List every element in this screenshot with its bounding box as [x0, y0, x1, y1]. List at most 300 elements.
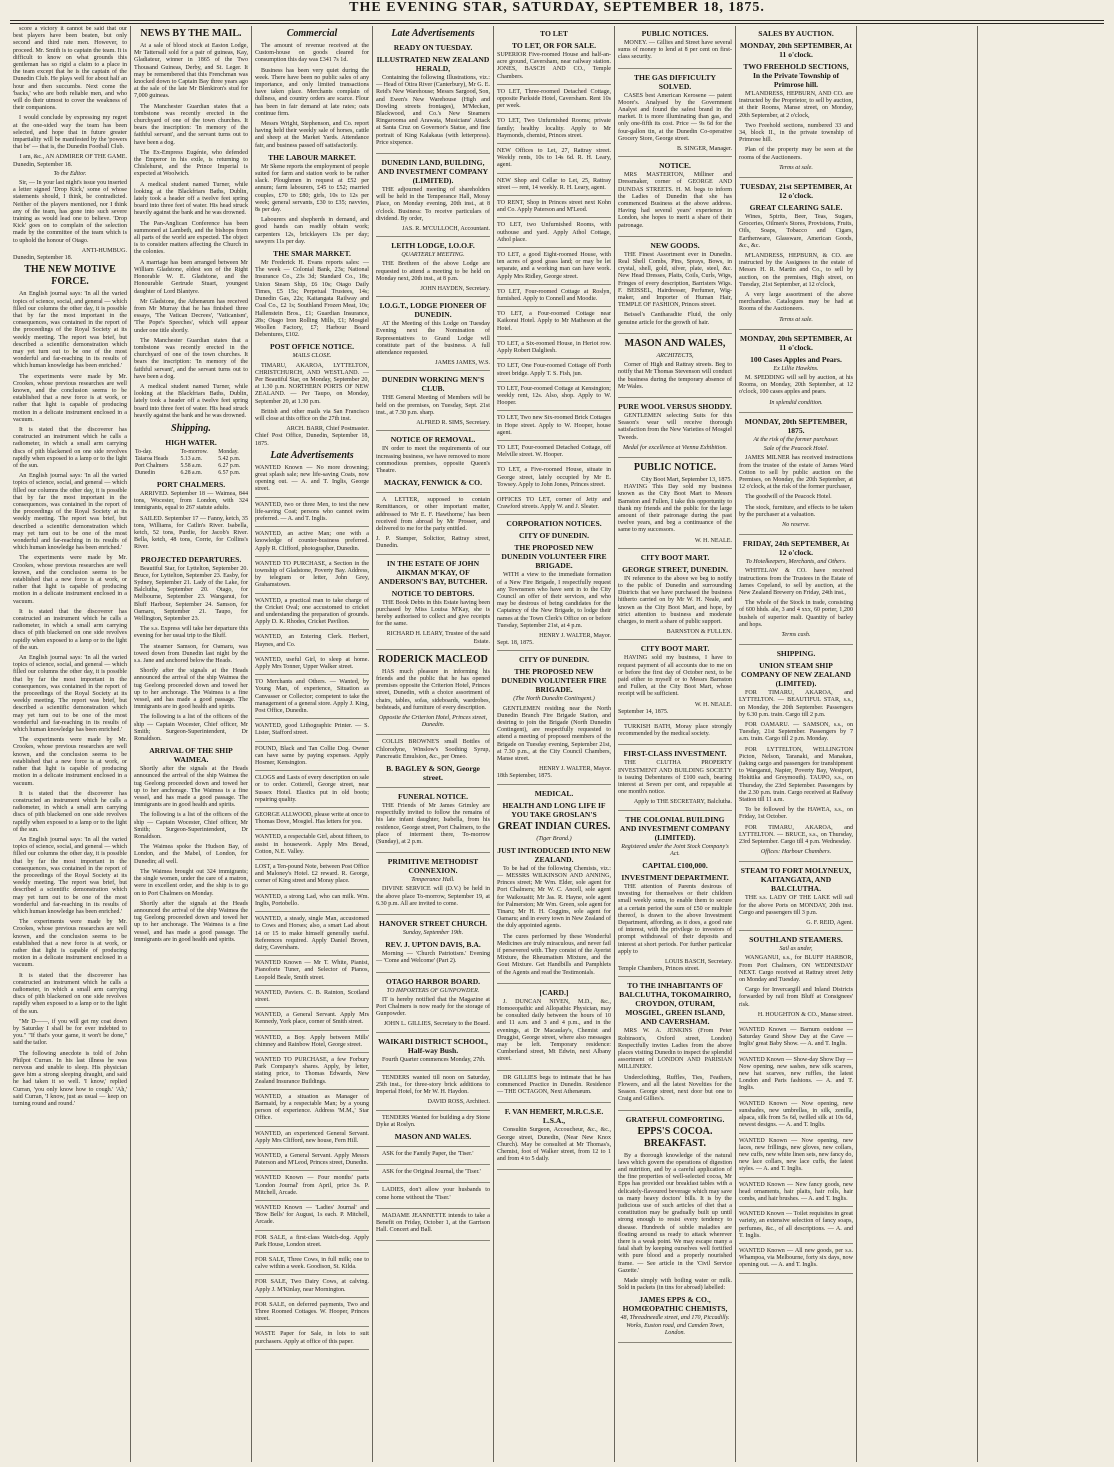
article-paragraph: An English journal says: 'In all the varied topics of science, social, and general — which filled our columns the other day, it is possible that by far the most important in the consequences, was contained in the report of the proceedings of the Royal Society at its weekly meeting. The report was brief, but described a scientific demonstration which may yet turn out to be one of the most wonderful and far-reaching in its results of which human knowledge has been enriched.' [13, 291, 127, 370]
ad-body: FOR TIMARU, AKAROA, and LYTTELTON. — BRUCE, s.s., on Thursday, 23rd September. Cargo till 4 p.m. Wednesday. [739, 824, 853, 846]
high-water-heading: HIGH WATER. [165, 437, 217, 447]
inglis-ad: WANTED Known — Toilet requisites in great variety, an extensive selection of fancy soaps, perfumes, &c., of all descriptions. — A. and T. Inglis. [739, 1211, 853, 1244]
ad-title: DUNEDIN LAND, BUILDING, AND INVESTMENT COMPANY (LIMITED). [377, 158, 489, 186]
advertisement [739, 417, 853, 535]
ad-subtitle: TO IMPORTERS OF GUNPOWDER. [386, 987, 480, 994]
advertisement [618, 644, 732, 720]
waimea-heading: ARRIVAL OF THE SHIP WAIMEA. [149, 746, 233, 765]
ad-body: WITH a view to the immediate formation of a New Fire Brigade, I respectfully request any Townsmen who have sent in to the City Council an offer of their services, and who may be desirous of being candidates for the Captaincy of the New Brigade, to lodge their names at the Town Clerk's Office on or before Tuesday, September 21st, at 4 p.m. [497, 572, 611, 629]
ad-title: THE PROPOSED NEW DUNEDIN VOLUNTEER FIRE BRIGADE. [501, 543, 607, 571]
ad-body: WHITELAW & CO. have received instructions from the Trustees in the Estate of James Copeland, to sell by auction, at the New Zealand Brewery on Friday, 24th inst., [739, 568, 853, 596]
ad-title: DUNEDIN WORKING MEN'S CLUB. [381, 375, 485, 394]
medical-heading: MEDICAL. [534, 788, 574, 798]
inglis-ads-list [739, 1027, 853, 1273]
ad-body: M. SPEDDING will sell by auction, at his Rooms, on Monday, 20th September, at 12 o'clock, 100 cases apples and pears. [739, 375, 853, 396]
advertisement: WANTED Known — 'Ladies' Journal' and 'Bow Bells' for August, 1s each. P. Mitchell, Arcade. [255, 1205, 369, 1231]
hw-time: 5.13 a.m. [180, 455, 203, 462]
ad-signature: B. BAGLEY & SON, George street. [386, 763, 480, 782]
advertisement: WANTED, a respectable Girl, about fifteen, to assist in housework. Apply Mrs Bread, Cotton, N.E. Valley. [255, 834, 369, 860]
news-heading: NEWS BY THE MAIL. [140, 28, 242, 39]
ad-signature: ALFRED R. SIMS, Secretary. [416, 420, 490, 427]
shipping-heading: Shipping. [171, 422, 211, 434]
sailed-paragraph: SAILED. September 17 — Fanny, ketch, 35 tons, Williams, for Catlin's River. Isabella, ketch, 52 tons, Purdie, for Jacob's River. Bella, ketch, 48 tons, Corrie, for Collins's River. [134, 515, 248, 551]
ad-date: MONDAY, 20th SEPTEMBER, 1875. [744, 416, 848, 435]
advertisement [376, 857, 490, 915]
ad-title: LEITH LODGE, I.O.O.F. [391, 241, 475, 251]
advertisement [739, 182, 853, 330]
column-5 [494, 26, 615, 1462]
late-ads-heading: Late Advertisements [270, 449, 354, 461]
ad-body: DIVINE SERVICE will (D.V.) be held in the above place To-morrow, September 19, at 6.30 p.m. All are invited to come. [376, 886, 490, 907]
to-let-ad: TO RENT, Shop in Princes street next Kohn and Co. Apply Paterson and M'Leod. [497, 200, 611, 218]
advertisement [376, 1151, 490, 1165]
ad-signature: MACKAY, FENWICK & CO. [384, 478, 482, 488]
ad-body: THE Finest Assortment ever in Dunedin. Real Shell Combs, Pins, Sprays, Bows, in crystal, shell, gold, silver, plate, steel, &c. New Head Dresses, Plaits, Coils, Curls, Wigs, Fringes of every description, Barristers Wigs. F. BEISSEL, Hairdresser, Perfumer, Wig-maker, and Importer of Human Hair, TEMPLE OF FASHION, Princes street. [618, 251, 732, 309]
news-paragraph: The Manchester Guardian states that a tombstone was recently erected in the churchyard of one of the town churches. It bears the inscription: 'In memory of the faithful servant', and the servant turns out to have been a dog. [134, 103, 248, 146]
ad-title: THE PROPOSED NEW DUNEDIN VOLUNTEER FIRE BRIGADE. [501, 667, 607, 695]
ad-body: MADAME JEANNETTE intends to take a Benefit on Friday, October 1, at the Garrison Hall. Concert and Ball. [376, 1212, 490, 1234]
ad-signature: HENRY J. WALTER, Mayor. [539, 632, 611, 639]
ad-body: HAVING This Day sold my business known as the City Boot Mart to Messrs Barnston and Fullen, I take this opportunity to thank my friends and the public for the large amount of their patronage during the past twelve years, and beg a continuance of the same to my successors. [618, 484, 732, 534]
advertisement [618, 241, 732, 334]
ad-subtitle: Medal for excellence at Vienna Exhibition. [622, 444, 728, 451]
article-paragraph: An English journal says: 'In all the varied topics of science, social, and general — which filled our columns the other day, it is possible that by far the most important in the consequences, was contained in the report of the proceedings of the Royal Society at its weekly meeting. The report was brief, but described a scientific demonstration which may yet turn out to be one of the most wonderful and far-reaching in its results of which human knowledge has been enriched.' [13, 473, 127, 552]
hw-day: To-day. [135, 448, 153, 455]
advertisement [618, 402, 732, 458]
hw-time: 6.57 p.m. [218, 469, 241, 476]
article-paragraph: An English journal says: 'In all the varied topics of science, social, and general — which filled our columns the other day, it is possible that by far the most important in the consequences, was contained in the report of the proceedings of the Royal Society at its weekly meeting. The report was brief, but described a scientific demonstration which may yet turn out to be one of the most wonderful and far-reaching in its results of which human knowledge has been enriched.' [13, 655, 127, 734]
ad-body: Cargo for Invercargill and Inland Districts forwarded by rail from Bluff at Consignees' risk. [739, 987, 853, 1008]
article-heading: THE NEW MOTIVE FORCE. [24, 264, 116, 288]
to-let-ad: OFFICES TO LET, corner of Jetty and Crawford streets. Apply W. and J. Sleater. [497, 497, 611, 515]
ad-body: THE General Meeting of Members will be held on the premises, on Tuesday, Sept. 21st inst., at 7.30 p.m. sharp. [376, 395, 490, 416]
ad-terms: Terms cash. [781, 631, 811, 638]
post-office-heading: POST OFFICE NOTICE. [269, 342, 355, 352]
advertisement: LOST, a Ten-pound Note, between Post Office and Maloney's Hotel. £2 reward. R. George, corner of King street and Moray place. [255, 864, 369, 890]
advertisement [618, 161, 732, 237]
ad-subtitle: (Tiger Brand.) [536, 835, 572, 842]
ad-subtitle: Registered under the Joint Stock Company's Act. [621, 843, 729, 857]
port-heading: PORT CHALMERS. [156, 479, 226, 489]
masthead: THE EVENING STAR, SATURDAY, SEPTEMBER 18, 1875. [349, 0, 765, 15]
waimea-paragraph: The Waimea brought out 324 immigrants; the single women, under the care of a matron, were in excellent order, and the ship is to go on to Port Chalmers on Monday. [134, 868, 248, 897]
to-let-ad: TO LET, a Five-roomed House, situate in George street, lately occupied by Mr E. Towsey. Apply to John Jones, Princes street. [497, 467, 611, 493]
ad-title: PUBLIC NOTICE. [633, 461, 717, 473]
arrived-paragraph: ARRIVED. September 18 — Waimea, 844 tons, Wocester, from London, with 324 immigrants, equal to 267 statute adults. [134, 490, 248, 512]
advertisement [376, 1187, 490, 1208]
inglis-ad: WANTED Known — Show-day Show Day — Now opening, new sashes, new silk scarves, new hat scarves, new ruffles, the latest London and Paris fashions. — A. and T. Inglis. [739, 1057, 853, 1097]
ad-signature: W. H. NEALE. [694, 537, 732, 544]
ad-date: FRIDAY, 24th SEPTEMBER, At 12 o'clock. [742, 539, 850, 558]
advertisement [376, 792, 490, 853]
ad-subtitle: INVESTMENT DEPARTMENT. [621, 873, 729, 883]
advertisement: WANTED, an experienced General Servant. Apply Mrs Clifford, new house, Fern Hill. [255, 1131, 369, 1149]
ad-body: Wines, Spirits, Beer, Teas, Sugars, Groceries, Oilmen's Stores, Provisions, Fruits, Oils, Soaps, Tobacco and Cigars, Earthenware, Glassware, American Goods, &c., &c. [739, 214, 853, 249]
late-ads-list [255, 465, 369, 1350]
shipping-paragraph: The following is a list of the officers of the ship — Captain Wocester, Chief officer, Mr Smith; Surgeon-Superintendent, Dr Ronaldson. [134, 714, 248, 743]
column-6 [615, 26, 736, 1462]
ready-heading: READY ON TUESDAY. [393, 43, 473, 52]
advertisement: WANTED, a steady, single Man, accustomed to Cows and Horses; also, a smart Lad about 14 or 15 to make himself generally useful. References required. Apply Daniel Brown, dairy, Caversham. [255, 916, 369, 956]
advertisement [376, 1213, 490, 1242]
advertisement [497, 1075, 611, 1104]
hw-time: 6.28 a.m. [180, 469, 203, 476]
to-let-ad: TO LET, Three-roomed Detached Cottage, opposite Parkside Hotel, Caversham. Rent 10s per week. [497, 89, 611, 115]
ad-body: The goodwill of the Peacock Hotel. [745, 494, 832, 501]
ad-title: EPPS'S COCOA. BREAKFAST. [637, 1125, 713, 1149]
ad-body: By a thorough knowledge of the natural laws which govern the operations of digestion and nutrition, and by a careful application of the fine properties of well-selected cocoa, Mr Epps has provided our breakfast tables with a delicately-flavoured beverage which may save us many heavy doctors' bills. It is by the judicious use of such articles of diet that a constitution may be gradually built up until strong enough to resist every tendency to disease. Hundreds of subtle maladies are floating around us ready to attack wherever there is a weak point. We may escape many a fatal shaft by keeping ourselves well fortified with pure blood and a properly nourished frame. — See article in the 'Civil Service Gazette.' [618, 1152, 732, 1274]
ad-body: HAS much pleasure in informing his friends and the public that he has opened premises opposite the Criterion Hotel, Princes street, Dunedin, with a choice assortment of chairs, tables, sofas, sideboards, wardrobes, bedsteads, and furniture of every description. [376, 668, 490, 711]
ad-body: TENDERS Wanted for building a dry Stone Dyke at Roslyn. [376, 1114, 490, 1128]
ad-body: Fourth Quarter commences Monday, 27th. [382, 1056, 486, 1063]
ad-body: To be followed by the HAWEA, s.s., on Friday, 1st October. [739, 807, 853, 821]
column-2 [131, 26, 252, 1462]
ad-body: ASK for the Family Paper, the 'Tiser.' [382, 1151, 474, 1158]
column-8 [857, 26, 978, 1462]
ad-signature: JAMES EPPS & CO., HOMŒOPATHIC CHEMISTS, [622, 1295, 728, 1314]
advertisement [739, 41, 853, 178]
advertisement [618, 815, 732, 978]
advertisement [376, 977, 490, 1033]
article-paragraph: An English journal says: 'In all the varied topics of science, social, and general — which filled our columns the other day, it is possible that by far the most important in the consequences, was contained in the report of the proceedings of the Royal Society at its weekly meeting. The report was brief, but described a scientific demonstration which may yet turn out to be one of the most wonderful and far-reaching in its results of which human knowledge has been enriched.' [13, 836, 127, 915]
ad-subtitle: CAPITAL £100,000. [642, 861, 708, 871]
news-paragraph: A medical student named Turner, while looking at the Blackfriars Baths, Dublin, lately took a header off a twelve feet spring board into three feet of water. His head struck heavily against the bank and he was drowned. [134, 383, 248, 419]
advertisement [376, 1115, 490, 1147]
ad-body: TENDERS wanted till noon on Saturday, 25th inst., for three-story brick additions to Imperial Hotel, for Mr W. H. Haydon. [376, 1074, 490, 1096]
ad-body: MRS MASTERTON, Milliner and Dressmaker, corner of GEORGE AND DUNDAS STREETS. H. M. begs to inform the Ladies of Dunedin that she has commenced Business at the above address. Having had several years' experience in London, she hopes to merit a share of their patronage. [618, 172, 732, 229]
ad-body: THE adjourned meeting of shareholders will be held in the Temperance Hall, Moray Place, on Monday evening, 20th inst., at 8 o'clock. Business: To receive particulars of dividend. By order, [376, 187, 490, 222]
ad-body: Morning — 'Church Patriotism.' Evening — 'Come and Welcome' (Part 2). [376, 951, 490, 965]
ad-body: Plan of the property may be seen at the rooms of the Auctioneers. [739, 147, 853, 161]
post-signature-2: Chief Post Office, Dunedin, September 18, 1875. [255, 433, 369, 447]
advertisement: WANTED, an Entering Clerk. Herbert, Haynes, and Co. [255, 634, 369, 652]
news-paragraph: At a sale of blood stock at Easton Lodge, Mr Tattersall sold for a pair of guineas, Kay, Gladiateur, winner in 1865 of the Two Thousand Guineas, Derby, and St. Leger. It may be remembered that this Frenchman was knocked down to Captain Bay three years ago at the sale of the late Mr Blenkiron's stud for 7,000 guineas. [134, 43, 248, 100]
article-paragraph: It is stated that the discoverer has constructed an instrument which he calls a radiometer, in which a small arm carrying discs of pith blackened on one side revolves rapidly when exposed to a lamp or to the light of the sun. [13, 426, 127, 469]
ad-title: FIRST-CLASS INVESTMENT. [623, 749, 727, 759]
advertisement [497, 531, 611, 651]
waimea-paragraph: The following is a list of the officers of the ship — Captain Wocester, Chief officer, Mr Smith; Surgeon-Superintendent, Dr Ronaldson. [134, 812, 248, 841]
to-let-ad: TO LET, Two new Six-roomed Brick Cottages in Hope street. Apply to W. Hooper, house agent. [497, 415, 611, 441]
ad-body: A very large assortment of the above merchandise. Catalogues may be had at Rooms of the Auctioneers. [739, 292, 853, 313]
share-market-heading: THE SMAR MARKET. [273, 249, 351, 259]
ad-subtitle: At the risk of the former purchaser. [753, 436, 839, 443]
ad-body: Two Freehold sections, numbered 33 and 34, block II., in the private township of Primrose hill. [739, 122, 853, 144]
advertisement [739, 661, 853, 862]
ad-body: The stock, furniture, and effects to be taken by the purchaser at a valuation. [739, 504, 853, 518]
ad-subtitle: GEORGE STREET, DUNEDIN. [622, 564, 728, 574]
ad-body: THE s.s. LADY OF THE LAKE will sail for the above Ports on MONDAY, 20th inst. Cargo and passengers till 3 p.m. [739, 895, 853, 916]
to-let-ad: TO LET, One Four-roomed Cottage off Forth street bridge. Apply T. S. Fish, jun. [497, 363, 611, 381]
post-signature: ARCH. BARR, Chief Postmaster. [286, 426, 369, 433]
ad-body: A LETTER, supposed to contain Remittances, or other important matter, addressed to 'Mr E. F. Hawthorne,' has been received from abroad by Mr Prosser, and delivered to me for the party entitled. [376, 497, 490, 532]
ad-terms: In splendid condition. [769, 399, 823, 406]
advertisement [739, 334, 853, 413]
advertisement: CLOGS and Lasts of every description on sale or to order. Cotterell, George street, near Sussex Hotel. Elastics put in old boots; repairing quality. [255, 775, 369, 808]
letter-date: Dunedin, September 18. [13, 255, 73, 262]
advertisement: FOR SALE, Three Cows, in full milk; one to calve within a week. Goodison, St. Kilda. [255, 1257, 369, 1275]
ad-signature: JOHN HAYDEN, Secretary. [420, 286, 490, 293]
news-paragraph: The Manchester Guardian states that a tombstone was recently erected in the churchyard of one of the town churches. It bears the inscription: 'In memory of the faithful servant', and the servant turns out to have been a dog. [134, 337, 248, 380]
post-paragraph: TIMARU, AKAROA, LYTTELTON, CHRISTCHURCH, AND WESTLAND. — Per Beautiful Star, on Monday, September 20, at 1.30 p.m. NORTHERN PORTS OF NEW ZEALAND. — Per Taupo, on Monday, September 20, at 1.30 p.m. [255, 362, 369, 405]
labour-market-heading: THE LABOUR MARKET. [268, 152, 356, 162]
to-let-subheading: TO LET, OR FOR SALE. [511, 41, 597, 50]
advertisement: FOR SALE, on deferred payments, Two and Three Roomed Cottages. W. Hooper, Princes street. [255, 1302, 369, 1328]
ad-title: SOUTHLAND STEAMERS. [749, 935, 843, 945]
advertisement: WASTE Paper for Sale, in lots to suit purchasers. Apply at office of this paper. [255, 1331, 369, 1349]
ad-title: MASON AND WALES, [624, 337, 726, 349]
labour-paragraph: Mr Skene reports the employment of people suited for farm and station work to be rather slack. Ploughmen in request at £52 per annum; farm labourers, £45 to £52; married couples, £70 to £80; girls, 10s to 12s per week; general servants, £30 to £35; navvies, 8s per day. [255, 163, 369, 214]
ad-subtitle: Sail as under, [779, 946, 813, 953]
ad-signature: JAMES JAMES, W.S. [435, 360, 490, 367]
ad-signature: B. SINGER, Manager. [676, 146, 732, 153]
ad-body: M'LANDRESS, HEPBURN, AND CO. are instructed by the Proprietor, to sell by auction, at their Rooms, Manse street, on Monday, 20th September, at 2 o'clock, [739, 91, 853, 119]
advertisement [376, 1037, 490, 1071]
corporation-heading: CORPORATION NOTICES. [506, 519, 602, 529]
ad-body: THE CLUTHA PROPERTY INVESTMENT AND BUILDING SOCIETY is issuing Debentures of £100 each, bearing interest at Seven per cent, and repayable at one month's notice. [618, 760, 732, 796]
ad-body: M'LANDRESS, HEPBURN, & CO. are instructed by the Assignees in the estate of Messrs H. R. Martin and Co., to sell by auction, on the premises, High street, on Tuesday, 21st September, at 12 o'clock, [739, 253, 853, 288]
news-paragraph: The Ex-Empress Eugénie, who defended the Emperor in his exile, is returning to Chislehurst, and the Prince Imperial is expected at Woolwich. [134, 149, 248, 178]
ad-terms: No reserve. [782, 521, 810, 528]
ad-body: Underclothing, Ruffles, Ties, Feathers, Flowers, and all the latest Novelties for the Season. George street, next door but one to Craig and Gillies's. [618, 1074, 732, 1103]
ad-signature: LOUIS BASCH, Secretary. [665, 959, 732, 966]
advertisement [618, 338, 732, 398]
advertisement: WANTED, a Boy. Apply between Mills' chimney and Rainbow Hotel, George street. [255, 1035, 369, 1053]
advertisement [618, 73, 732, 158]
ad-body: GENTLEMEN selecting Suits for this Season's wear will receive thorough satisfaction from the New Varieties of Mosgiel Tweeds. [618, 412, 732, 441]
column-4 [373, 26, 494, 1462]
ad-title: PRIMITIVE METHODIST CONNEXION. [387, 857, 479, 876]
advertisement: WANTED, a practical man to take charge of the Cricket Oval; one accustomed to cricket and understanding the preparation of grounds. Apply D. K. Rhodes, Cricket Pavilion. [255, 598, 369, 631]
share-paragraph: Mr Frederick H. Evans reports sales: — The week — Colonial Bank, 23s; National Insurance Co., 23s 3d; Standard Co., 18s; Union Steam Ship, £6 10s; Otago Daily Times, £5 15s; Perpetual Trustees, 14s; Dunedin Gas, 22s; Kaitangata Railway and Coal Co., £2 1s; Southland Frozen Meat, 10s; Hallenstein Bros., £1; Guardian Insurance, 28s; Otago Iron Rolling Mills, £1; Mosgiel Woollen Factory, £7; Harbour Board Debentures, £102. [255, 260, 369, 339]
inglis-ad: WANTED Known — Barnum outdone — Saturday Grand Show Day at the Cave — Inglis' great Baby Show. — A. and T. Inglis. [739, 1027, 853, 1053]
letter-paragraph: score a victory it cannot be said that our best players have been beaten, but only second and third rate men. However, to proceed. Mr. Smith is to captain the team. It is difficult to know on what grounds this gentleman has so rigid a claim to a place in the team except that he is the captain of the Dunedin Club. He plays well for about half an hour and then succumbs. Next come the 'backs,' who are both reliable men, and who will do their utmost to cover the weakness of their companions. [13, 26, 127, 112]
advertisement: WANTED Known — Mr T. White, Pianist, Pianoforte Tuner, and Selector of Pianos, Leopold Beale, Smith street. [255, 960, 369, 986]
advertisement: GEORGE ALLWOOD, please write at once to Thomas Dove, Mosgiel. Has letters for you. [255, 812, 369, 830]
ad-title: ILLUSTRATED NEW ZEALAND HERALD, [376, 55, 490, 73]
ad-signature: W. H. NEALE. [694, 701, 732, 708]
ad-title: NEW GOODS. [650, 240, 700, 250]
advertisement [376, 55, 490, 154]
to-let-ad: NEW Shop and Cellar to Let, 25, Rattray street — rent, 14 weekly. R. H. Leary, agent. [497, 178, 611, 196]
ad-body: IT is hereby notified that the Magazine at Port Chalmers is now ready for the storage of Gunpowder. [376, 996, 490, 1018]
ad-title: PURE WOOL VERSUS SHODDY. [618, 401, 732, 411]
article-paragraph: The experiments were made by Mr. Crookes, whose previous researches are well known, and the conclusion seems to be established that a new force is at work, or rather that light is capable of producing motion in a delicate instrument enclosed in a vacuum. [13, 373, 127, 423]
ad-date: City Boot Mart, September 13, 1875. [641, 476, 732, 483]
ad-signature: HENRY J. WALTER, Mayor. [539, 766, 611, 773]
article-paragraph: The experiments were made by Mr. Crookes, whose previous researches are well known, and the conclusion seems to be established that a new force is at work, or rather that light is capable of producing motion in a delicate instrument enclosed in a vacuum. [13, 919, 127, 969]
ad-body: THE Brethren of the above Lodge are requested to attend a meeting to be held on Monday next, 20th inst., at 8 p.m. [376, 261, 490, 282]
commercial-paragraph: The amount of revenue received at the Custom-house on goods cleared for consumption this day was £341 7s 1d. [255, 43, 369, 64]
ad-signature: Apply to THE SECRETARY, Balclutha. [633, 799, 732, 806]
departures-heading: PROJECTED DEPARTURES. [140, 554, 242, 564]
letter-paragraph: Sir, — In your last night's issue you inserted a letter signed 'Drop Kick,' some of whose statements should, I think, be contradicted. Neither of the players mentioned, nor I think any of the team, has gone into such severe training as would lead one to believe. 'Drop Kick' goes on to complain of the selection made by the committee of the team which is to uphold the honour of Otago. [13, 180, 127, 244]
ad-subtitle: ARCHITECTS, [656, 352, 694, 359]
ad-body: AT the Meeting of this Lodge on Tuesday Evening next the Nomination of Representatives to Grand Lodge will constitute part of the business. A full attendance requested. [376, 321, 490, 357]
ad-body: WANGANUI, s.s., for BLUFF HARBOR, From Port Chalmers, ON WEDNESDAY NEXT. Cargo received at Rattray street Jetty on Monday and Tuesday. [739, 955, 853, 984]
advertisement [376, 241, 490, 297]
advertisement [376, 375, 490, 431]
ad-date: September 14, 1875. [618, 708, 669, 715]
newspaper-columns [10, 26, 1104, 1462]
post-paragraph: British and other mails via San Francisco will close at this office on the 27th inst. [255, 408, 369, 422]
ad-title: CITY OF DUNEDIN. [518, 531, 590, 541]
ad-body: MRS W. A. JENKINS (From Peter Robinson's, Oxford street, London) Respectfully invites Ladies from the above places visiting Dunedin to inspect the splendid assortment of LONDON AND PARISIAN MILLINERY. [618, 1028, 732, 1071]
ad-title: STEAM TO FORT MOLYNEUX, KAITANGATA, AND BALCLUTHA. [740, 866, 852, 894]
advertisement: WANTED Known — No more drowning; great splash sale; new life-saving Coats, now opening out. — A. and T. Inglis, George street. [255, 465, 369, 498]
commercial-heading: Commercial [286, 28, 338, 39]
ad-signature: J. P. Stamper, Solicitor, Rattray street, Dunedin. [376, 536, 490, 550]
advertisement: WANTED TO PURCHASE, a Section in the township of Gladstone, Poverty Bay. Address, by telegram or letter, John Grey, Grahamstown. [255, 561, 369, 594]
ad-subtitle: (The North Dunedin Contingent.) [513, 696, 595, 703]
ad-signature: RICHARD H. LEARY, Trustee of the said Estate. [386, 631, 490, 645]
advertisement [497, 655, 611, 784]
article-paragraph: The experiments were made by Mr. Crookes, whose previous researches are well known, and the conclusion seems to be established that a new force is at work, or rather that light is capable of producing motion in a delicate instrument enclosed in a vacuum. [13, 555, 127, 605]
ad-body: HAVING sold my business, I have to request payment of all accounts due to me on or before the first day of October next, to be paid either to myself or to Messrs Barnston and Fullen, at the City Boot Mart, whose receipt will be sufficient. [618, 655, 732, 698]
auction-heading: SALES BY AUCTION. [758, 29, 834, 38]
to-let-ad: TO LET, Four-roomed Detached Cottage, off Melville street. W. Hooper. [497, 445, 611, 463]
advertisement [497, 801, 611, 984]
shipping-paragraph: The steamer Samson, for Oamaru, was towed down from Dunedin last night by the s.s. Jane and anchored below the Heads. [134, 643, 248, 665]
ad-title: OTAGO HARBOR BOARD. [385, 976, 481, 986]
ad-signature: DAVID ROSS, Architect. [427, 1099, 490, 1106]
to-let-list [497, 52, 611, 515]
advertisement [739, 935, 853, 1023]
commercial-paragraph: Business has been very quiet during the week. There have been no public sales of any importance, and only limited transactions have taken place. Merchants complain of dullness, and country orders are scarce. Flour has been in fair demand at late rates; oats continue firm. [255, 67, 369, 117]
ad-body: THE Book Debts in this Estate having been purchased by Miss Louisa M'Kay, she is hereby authorised to collect and give receipts for the same. [376, 599, 490, 628]
ad-date: MONDAY, 20th SEPTEMBER, At 11 o'clock. [740, 333, 852, 352]
letter-signature: I am, &c., AN ADMIRER OF THE GAME. [19, 154, 127, 161]
advertisement [376, 559, 490, 650]
hw-day: To-morrow. [180, 448, 208, 455]
advertisement: FOR SALE, a first-class Watch-dog. Apply Park House, London street. [255, 1235, 369, 1253]
advertisement: WANTED, useful Girl, to sleep at home. Apply Mrs Tonner, Upper Walker street. [255, 657, 369, 675]
ad-title: THE COLONIAL BUILDING AND INVESTMENT COMPANY (LIMITED). [619, 814, 731, 842]
ad-body: IN reference to the above we beg to notify to the public of Dunedin and surrounding Districts that we have purchased the business hitherto carried on by Mr W. H. Neale, and known as the City Boot Mart, and hope, by strict attention to business and moderate charges, to merit a share of public support. [618, 575, 732, 625]
advertisement [618, 40, 732, 69]
advertisement: WANTED, a strong Lad, who can milk. Wm. Inglis, Portobello. [255, 894, 369, 912]
ad-body: The whole of the Stock in trade, consisting of 600 hhds. ale, 3 and 4 xxx, 60 porter, 1,200 bushels of superior malt. Quantity of barley and hops. [739, 600, 853, 628]
advertisement [376, 919, 490, 973]
advertisement: FOR SALE, Two Dairy Cows, at calving. Apply J. M'Kinlay, near Mornington. [255, 1279, 369, 1297]
advertisement: WANTED, a situation as Manager of Barmaid, by a respectable Man; by a young person of experience. Address 'M.M.,' Star Office. [255, 1094, 369, 1127]
ad-subtitle: Temperance Hall. [411, 877, 455, 884]
ad-date: TUESDAY, 21st SEPTEMBER, At 12 o'clock. [740, 182, 852, 201]
masthead-rule [10, 20, 1104, 21]
ad-address: 48, Threadneedle street, and 170, Piccadilly. Works, Euston road, and Camden Town, London. [620, 1315, 730, 1336]
ad-subtitle: REV. J. UPTON DAVIS, B.A. [385, 940, 481, 950]
ad-title: THE GAS DIFFICULTY SOLVED. [633, 72, 716, 91]
card-heading: [CARD.] [539, 987, 569, 997]
column-3 [252, 26, 373, 1462]
ad-terms: Terms at sale. [779, 316, 813, 323]
advertisement: WANTED, two or three Men, to test the new life-saving Coat; persons who cannot swim preferred. — A. and T. Inglis. [255, 502, 369, 528]
advertisement [618, 462, 732, 549]
hw-place: Dunedin [135, 469, 155, 476]
advertisement: WANTED, an active Man; one with a knowledge of counter-business preferred. Apply R. Clifford, photographer, Dunedin. [255, 531, 369, 557]
ad-signature: BARNSTON & FULLEN. [666, 629, 732, 636]
ad-date: MONDAY, 20th SEPTEMBER, At 11 o'clock. [740, 41, 852, 59]
ad-signature: Opposite the Criterion Hotel, Princes street, Dunedin. [378, 714, 488, 729]
ad-body: THE Friends of Mr James Grimley are respectfully invited to follow the remains of his late infant daughter, Isabella, from his residence, George street, Port Chalmers, to the place of interment there, To-morrow (Sunday), at 2 p.m. [376, 802, 490, 845]
ad-title: IN THE ESTATE OF JOHN AIKMAN M'KAY, OF ANDERSON'S BAY, BUTCHER. [378, 558, 488, 586]
to-let-ad: TO LET, a Four-roomed Cottage near Kaikorai Hotel. Apply to Mr Matheson at the Hotel. [497, 311, 611, 337]
ad-title: HANOVER STREET CHURCH. [378, 919, 488, 929]
ad-body: MONEY. — Gillies and Street have several sums of money to lend at 8 per cent on first-class security. [618, 40, 732, 61]
ad-title: NOTICE. [659, 161, 691, 171]
waimea-paragraph: Shortly after the signals at the Heads announced the arrival of the ship Waimea the tug Geelong proceeded down and towed her up to her anchorage. The Waimea is a fine vessel, and has made a good passage. The immigrants are in good health and spirits. [134, 900, 248, 943]
ad-body: IN order to meet the requirements of our increasing business, we have removed to more commodious premises, opposite Queen's Theatre. [376, 446, 490, 474]
ad-body: J. DUNCAN NIVEN, M.D., &c., Homoeopathic and Allopathic Physician, may be consulted daily between the hours of 10 and 11 a.m. and 3 and 4 p.m., and in the evenings, at Dr Macaulay's, Chemist and Druggist, George street, where also messages may be left. Temporary residence: Cumberland street, Mt Edwin, next Albany street. [497, 998, 611, 1063]
inglis-ad: WANTED Known — Now opening, new laces, new frillings, new gloves, new collars, new cuffs, new white linen sets, new fancy do, new lace collars, new lace cuffs, the latest styles. — A. and T. Inglis. [739, 1138, 853, 1178]
advertisement [739, 539, 853, 645]
ad-title: NOTICE OF REMOVAL. [390, 435, 476, 445]
ad-subtitle: Sale of the Peacock Hotel. [763, 446, 829, 453]
to-let-ad: TO LET, a Six-roomed House, in Heriot row. Apply Robert Dalgliesh. [497, 341, 611, 359]
advertisement [497, 999, 611, 1071]
ad-body: To be had of the following Chemists, viz.: — MESSRS WILKINSON AND ANNING, Princes street; Mr Wm. Elder, sole agent for Port Chalmers; Mr W. C. Ancell, sole agent for Waikouaiti; Mr Jas. R. Hayne, sole agent for Palmerston; Mr Wm. Green, sole agent for Tinaru; Mr H. H. Coggins, sole agent for Oamaru; and in every town in New Zealand of the duly appointed agents. [497, 865, 611, 930]
inglis-ad: WANTED Known — All new goods, per s.s. Whampoa, via Melbourne, forty six days, now opening out. — A. and T. Inglis. [739, 1248, 853, 1274]
advertisement [376, 301, 490, 371]
ad-terms: Terms at sale. [779, 164, 813, 171]
ad-body: The cures performed by these Wonderful Medicines are truly miraculous, and never fail if persevered with. They consist of the Ayerist Mixture, the Rheumatism Mixture, and the Gout Mixture. Get Handbills and Pamphlets of the Agents and read the Testimonials. [497, 933, 611, 976]
ad-title: RODERICK MACLEOD [378, 653, 488, 665]
advertisement [376, 1075, 490, 1111]
ad-body: Beissel's Cantharadite Fluid, the only genuine article for the growth of hair. [618, 312, 732, 326]
advertisement [376, 158, 490, 237]
ad-body: CASES best American Kerosene — patent Moore's. Analysed by the Government Analyst and found the safest brand in the market. It is more illuminating than gas, and only one-fifth its cost. Price — 9s 6d for the four-gallon tin, at the Dunedin Co-operative Grocery Store, George street. [618, 92, 732, 142]
ad-body: FOR LYTTELTON, WELLINGTON Picton, Nelson, Taranaki, and Manakau, (taking cargo and passengers for transhipment to Wanganui, Napier, Poverty Bay, Westport, Hokitika and Greymouth). TAUPO, s.s., on Thursday, the 23rd September. Passengers by the 2.30 p.m. train. Cargo received at Railway Station till 11 a.m. [739, 746, 853, 803]
labour-paragraph: Labourers and shepherds in demand, and good hands can readily obtain work; carpenters 12s, bricklayers 13s per day; sawyers 11s per day. [255, 217, 369, 245]
letter-date: Dunedin, September 18. [13, 161, 73, 168]
ad-body: FOR TIMARU, AKAROA, and LYTTELTON. — BEAUTIFUL STAR, s.s., on Monday, the 20th September. Passengers by 6.30 p.m. train. Cargo till 2 p.m. [739, 690, 853, 718]
anecdote-paragraph: "Mr D——, if you will get my coat down by Saturday I shall be for ever indebted to you." "If that's your game, it won't be done," said the tailor. [13, 1018, 127, 1047]
advertisement: WANTED TO PURCHASE, a few Forbury Park Company's shares. Apply, by letter, stating price, to Thomas Edwards, New Zealand Insurance Buildings. [255, 1057, 369, 1090]
advertisement [618, 724, 732, 745]
to-let-ad: NEW Offices to Let, 27, Rattray street. Weekly rents, 10s to 14s 6d. R. H. Leary, agent. [497, 148, 611, 174]
advertisement [376, 497, 490, 554]
advertisement [618, 553, 732, 641]
to-let-ad: TO LET, two Unfurnished Rooms, with outhouse and yard. Apply Athol Cottage, Athol place. [497, 222, 611, 248]
advertisement [618, 1115, 732, 1343]
ad-title: TO THE INHABITANTS OF BALCLUTHA, TOKOMAIRIRO, CROYDON, OTURAM, MOSGIEL, GREEN ISLAND, AND CAVERSHAM. [619, 981, 731, 1027]
ad-date: 18th September, 1875. [497, 773, 552, 780]
ad-title: UNION STEAM SHIP COMPANY OF NEW ZEALAND (LIMITED). [741, 661, 851, 689]
ad-signature: MASON AND WALES. [394, 1132, 472, 1142]
advertisement [376, 739, 490, 788]
advertisement [376, 1169, 490, 1183]
ad-title: I.O.G.T., LODGE PIONEER OF DUNEDIN. [379, 301, 487, 320]
ad-body: Consultin Surgeon, Accoucheur, &c., &c., George street, Dunedin, (Near New Knox Church). May be consulted at Mr Thomas's, Chemist, foot of Walker street, from 12 to 1 and from 4 to 5 daily. [497, 1127, 611, 1163]
ad-body: Made simply with boiling water or milk. Sold in packets (in tins for abroad) labelled: [618, 1277, 732, 1292]
advertisement [618, 749, 732, 810]
advertisement: WANTED Known — Four months' parts 'London Journal' from April, price 3s. P. Mitchell, Arcade. [255, 1175, 369, 1201]
article-paragraph: It is stated that the discoverer has constructed an instrument which he calls a radiometer, in which a small arm carrying discs of pith blackened on one side revolves rapidly when exposed to a lamp or to the light of the sun. [13, 972, 127, 1015]
advertisement [497, 1107, 611, 1170]
letter-signature: ANTI-HUMBUG. [81, 247, 127, 254]
to-let-ad: TO LET, a good Eight-roomed House, with ten acres of good grass land; or may be let separate, and a working man can have work. Apply Mrs Ridley, George street. [497, 252, 611, 285]
ad-title: FUNERAL NOTICE. [397, 791, 469, 801]
news-paragraph: A medical student named Turner, while looking at the Blackfriars Baths, Dublin, lately took a header off a twelve feet spring board into three feet of water. His head struck heavily against the bank and he was drowned. [134, 181, 248, 217]
waimea-paragraph: The Waimea spoke the Hudson Bay, of London, and the Mabel, of London, for Dunedin; all well. [134, 844, 248, 865]
ad-signature: JOHN L. GILLIES, Secretary to the Board. [383, 1021, 490, 1028]
to-let-heading: TO LET [540, 29, 568, 38]
advertisement: TO Merchants and Others. — Wanted, by Young Man, of experience, Situation as Canvasser or Collector; competent to take the management of a general store. Apply J. King, Post Office, Dunedin. [255, 679, 369, 719]
ad-title: GRATEFUL COMFORTING. [625, 1114, 725, 1124]
departures-paragraph: Beautiful Star, for Lyttelton, September 20. Bruce, for Lyttelton, September 23. Easby, for Sydney, September 21. Lady of the Lake, for Balclutha, September 20. Otago, for Melbourne, September 23. Wanganui, for Bluff Harbour, September 24. Samson, for Oamaru, September 21. Taupo, for Wellington, September 23. [134, 565, 248, 622]
advertisement: FOUND, Black and Tan Collie Dog. Owner can have same by paying expenses. Apply Hosmer, Kensington. [255, 746, 369, 772]
column-7 [736, 26, 857, 1462]
shipping-paragraph: The s.s. Express will take her departure this evening for her usual trip to the Bluff. [134, 626, 248, 640]
